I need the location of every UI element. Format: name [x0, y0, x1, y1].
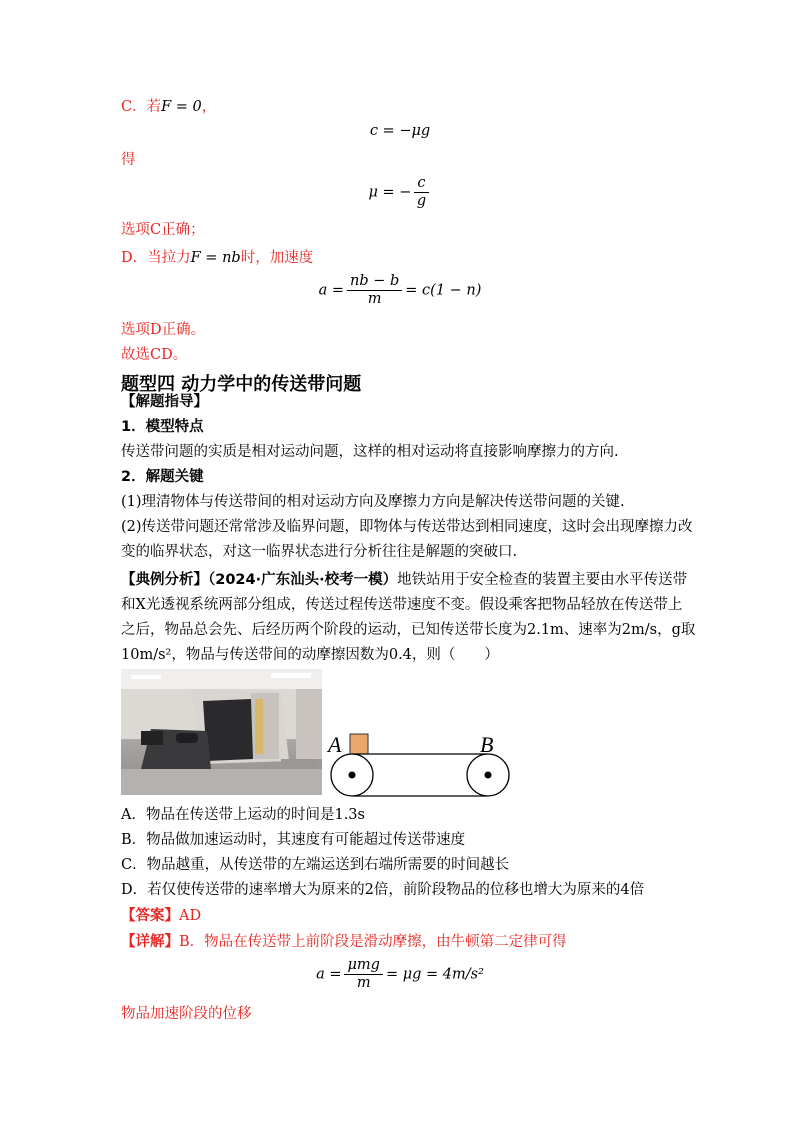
equation-c-neg-mu-g: c = −μg — [369, 123, 431, 139]
detail-a-numerator: μmg — [344, 957, 382, 975]
mu-denominator: g — [416, 193, 427, 209]
choice-a: A．物品在传送带上运动的时间是1.3s — [121, 807, 365, 823]
option-d-prefix: D．当拉力 — [121, 250, 191, 266]
option-d-conclusion: 选项D正确。 — [121, 322, 206, 338]
equation-a-option-d — [0, 273, 800, 308]
example-source: （2024·广东汕头·校考一模） — [208, 572, 398, 588]
detail-a-rhs: = μg = 4m/s² — [385, 966, 484, 983]
option-d-line — [121, 248, 313, 268]
example-tag: 【典例分析】 — [121, 572, 208, 588]
example-line-1 — [121, 570, 687, 590]
box-a — [350, 734, 368, 754]
label-b: B — [480, 732, 494, 757]
key-point-2a: (2)传送带问题还常常涉及临界问题，即物体与传送带达到相同速度，这时会出现摩擦力改 — [121, 519, 693, 535]
detail-line — [121, 932, 567, 952]
security-machine-photo — [121, 669, 322, 795]
a-lhs: a = — [318, 282, 344, 299]
example-text-1: 地铁站用于安全检查的装置主要由水平传送带 — [397, 572, 688, 588]
example-line-4: 10m/s²，物品与传送带间的动摩擦因数为0.4，则（ ） — [121, 647, 499, 663]
choice-b: B．物品做加速运动时，其速度有可能超过传送带速度 — [121, 832, 466, 848]
mu-lhs: μ = − — [368, 184, 412, 201]
detail-a-lhs: a = — [316, 966, 342, 983]
equation-mu — [0, 175, 800, 210]
detail-a-fraction — [344, 957, 382, 992]
example-line-3: 之后，物品总会先、后经历两个阶段的运动，已知传送带长度为2.1m、速率为2m/s，g取 — [121, 622, 696, 638]
detail-a-denominator: m — [356, 975, 371, 991]
choice-d: D．若仅使传送带的速率增大为原来的2倍，前阶段物品的位移也增大为原来的4倍 — [121, 882, 645, 898]
mu-numerator: c — [414, 175, 428, 193]
security-machine-illustration — [121, 669, 322, 795]
key-point-1: (1)理清物体与传送带间的相对运动方向及摩擦力方向是解决传送带问题的关键. — [121, 494, 625, 510]
a-fraction — [347, 273, 402, 308]
option-d-suffix: 时，加速度 — [240, 250, 314, 266]
de-label: 得 — [121, 152, 136, 168]
option-c-prefix: C．若 — [121, 99, 162, 115]
detail-tag: 【详解】 — [121, 934, 179, 950]
choice-c: C．物品越重，从传送带的左端运送到右端所需要的时间越长 — [121, 857, 510, 873]
detail-text: B．物品在传送带上前阶段是滑动摩擦，由牛顿第二定律可得 — [179, 934, 567, 950]
left-axle — [349, 772, 356, 779]
conveyor-diagram — [322, 726, 512, 800]
final-choice: 故选CD。 — [121, 347, 188, 363]
key-points-heading: 2．解题关键 — [121, 469, 204, 485]
label-a: A — [328, 732, 342, 757]
mu-fraction — [414, 175, 428, 210]
a-rhs: = c(1 − n) — [405, 282, 482, 299]
a-numerator: nb − b — [347, 273, 402, 291]
section-title: 题型四 动力学中的传送带问题 — [121, 374, 362, 395]
option-d-condition: F = nb — [190, 250, 241, 266]
guide-heading: 【解题指导】 — [121, 394, 208, 410]
answer-line — [121, 906, 201, 926]
detail-next-line: 物品加速阶段的位移 — [121, 1006, 252, 1022]
model-features-heading: 1．模型特点 — [121, 419, 204, 435]
right-axle — [485, 772, 492, 779]
answer-value: AD — [179, 908, 202, 924]
a-denominator: m — [367, 291, 382, 307]
option-c-conclusion: 选项C正确； — [121, 222, 205, 238]
option-c-condition: F = 0 — [161, 99, 202, 115]
answer-tag: 【答案】 — [121, 908, 179, 924]
option-c-comma: ， — [201, 99, 217, 115]
option-c-line — [121, 97, 216, 117]
model-features-text: 传送带问题的实质是相对运动问题，这样的相对运动将直接影响摩擦力的方向. — [121, 444, 619, 460]
key-point-2b: 变的临界状态，对这一临界状态进行分析往往是解题的突破口. — [121, 544, 518, 560]
equation-a-mu-g — [0, 957, 800, 992]
example-line-2: 和X光透视系统两部分组成，传送过程传送带速度不变。假设乘客把物品轻放在传送带上 — [121, 597, 683, 613]
